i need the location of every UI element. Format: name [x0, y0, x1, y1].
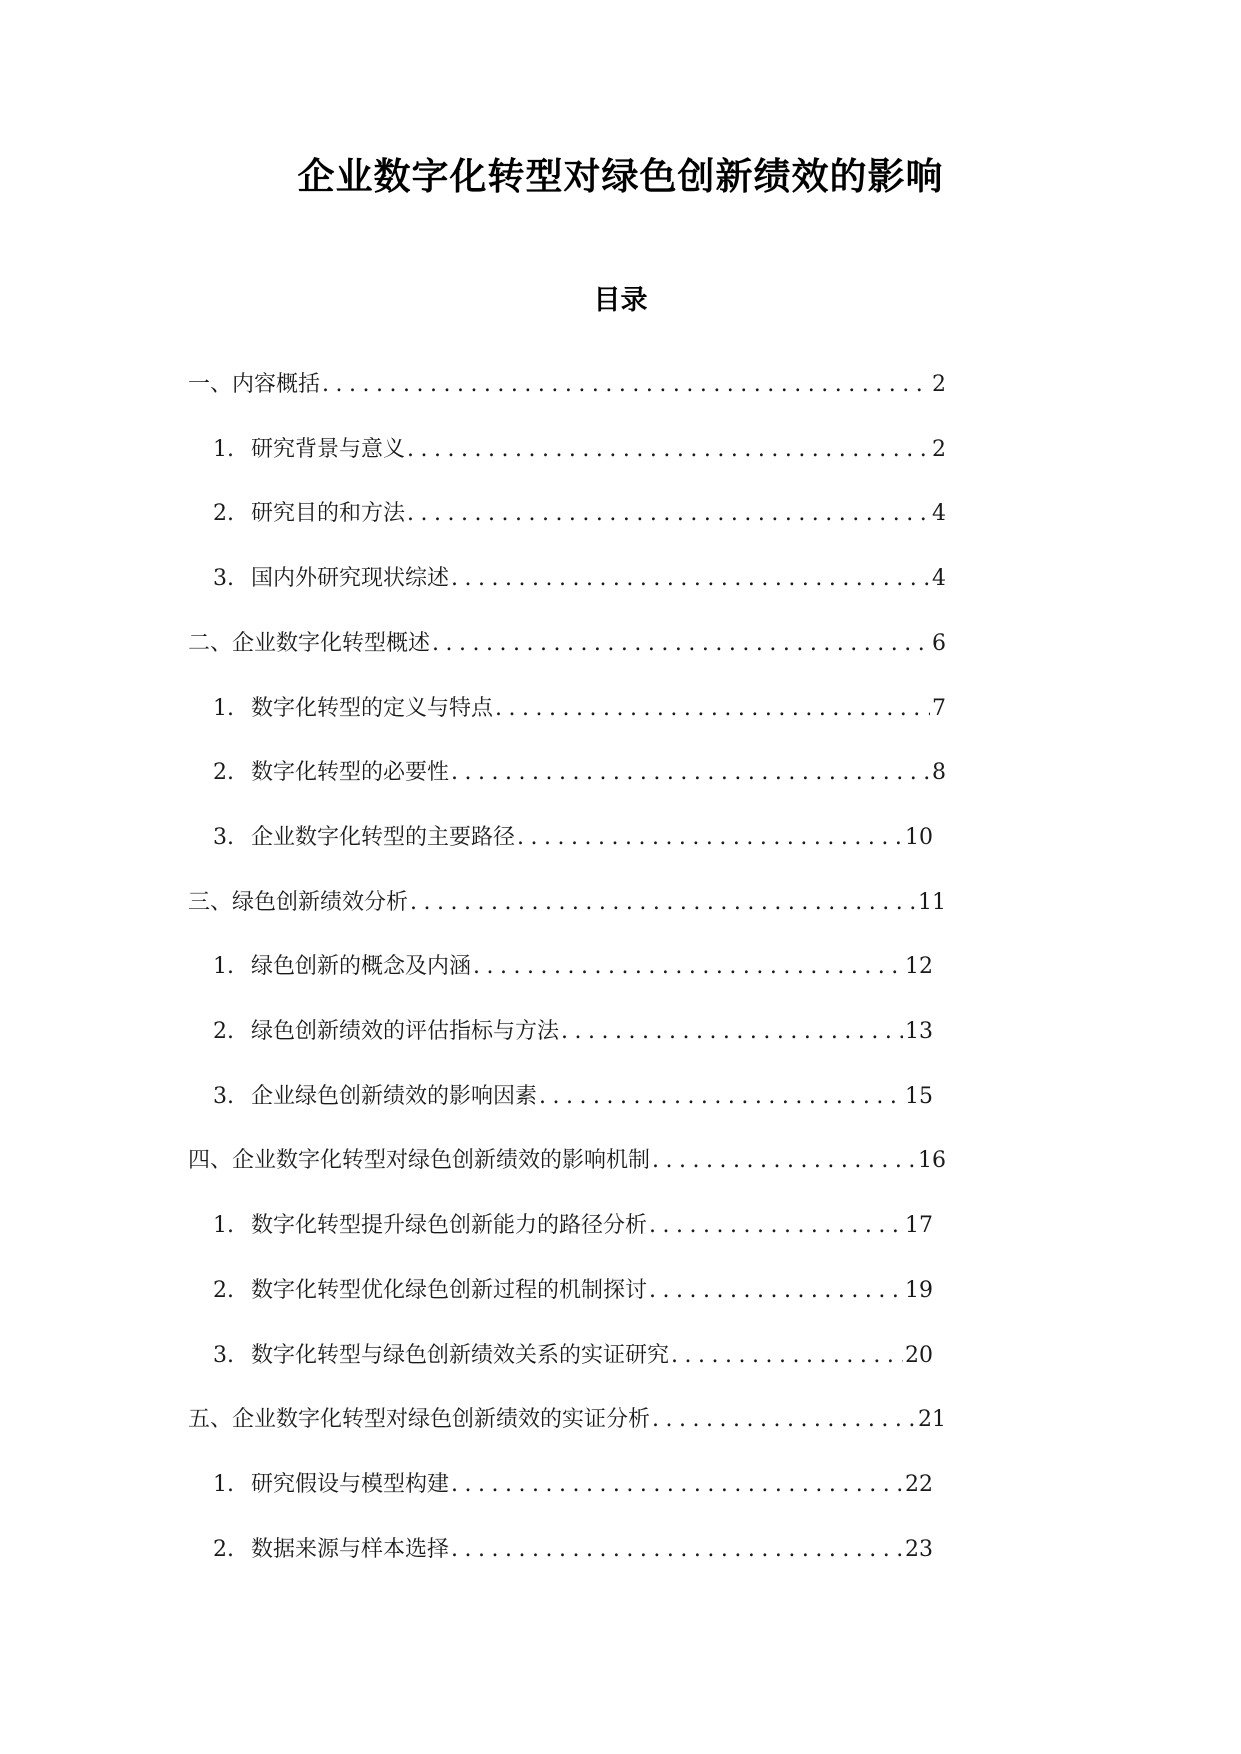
toc-entry-text: 研究目的和方法 — [251, 501, 406, 526]
toc-entry-number: 2. — [213, 1278, 234, 1303]
toc-entry[interactable] — [213, 562, 946, 596]
toc-entry-number: 3. — [213, 825, 234, 850]
toc-entry[interactable] — [213, 821, 933, 855]
toc-page-number: 2 — [932, 372, 946, 397]
toc-entry-text: 数字化转型的定义与特点 — [251, 696, 494, 721]
toc-entry[interactable] — [213, 1209, 933, 1243]
toc-entry-text: 数字化转型的必要性 — [251, 760, 450, 785]
toc-entry-text: 五、企业数字化转型对绿色创新绩效的实证分析 — [188, 1407, 651, 1432]
toc-entry-number: 1. — [213, 696, 234, 721]
toc-entry-text: 绿色创新的概念及内涵 — [251, 954, 472, 979]
toc-entry[interactable] — [213, 692, 946, 726]
toc-page-number: 19 — [905, 1278, 933, 1303]
toc-entry[interactable] — [213, 433, 946, 467]
toc-entry[interactable] — [213, 1080, 933, 1114]
toc-page-number: 21 — [918, 1407, 946, 1432]
toc-entry[interactable] — [188, 368, 946, 402]
toc-dot-leader — [451, 756, 930, 790]
toc-entry[interactable] — [188, 1403, 946, 1437]
toc-entry-number: 2. — [213, 501, 234, 526]
toc-page-number: 6 — [932, 631, 946, 656]
toc-dot-leader — [322, 368, 930, 402]
toc-page-number: 4 — [932, 501, 946, 526]
toc-page-number: 15 — [905, 1084, 933, 1109]
toc-entry-number: 1. — [213, 437, 234, 462]
toc-dot-leader — [539, 1080, 903, 1114]
document-title: 企业数字化转型对绿色创新绩效的影响 — [297, 154, 944, 198]
toc-entry-text: 企业绿色创新绩效的影响因素 — [251, 1084, 538, 1109]
toc-entry[interactable] — [213, 1339, 933, 1373]
toc-entry-number: 2. — [213, 1019, 234, 1044]
toc-entry[interactable] — [213, 1468, 933, 1502]
toc-entry-text: 研究背景与意义 — [251, 437, 406, 462]
toc-page-number: 16 — [918, 1148, 946, 1173]
toc-dot-leader — [517, 821, 903, 855]
toc-dot-leader — [649, 1209, 903, 1243]
toc-page-number: 23 — [905, 1537, 933, 1562]
toc-page-number: 12 — [905, 954, 933, 979]
toc-entry[interactable] — [213, 1015, 933, 1049]
toc-heading: 目录 — [593, 285, 648, 316]
toc-page-number: 20 — [905, 1343, 933, 1368]
toc-entry-text: 研究假设与模型构建 — [251, 1472, 450, 1497]
toc-page-number: 10 — [905, 825, 933, 850]
toc-entry-text: 数字化转型优化绿色创新过程的机制探讨 — [251, 1278, 648, 1303]
toc-entry-number: 3. — [213, 1343, 234, 1368]
toc-dot-leader — [652, 1144, 916, 1178]
toc-entry[interactable] — [188, 1144, 946, 1178]
toc-dot-leader — [432, 627, 930, 661]
toc-entry-number: 1. — [213, 954, 234, 979]
toc-entry-text: 数字化转型提升绿色创新能力的路径分析 — [251, 1213, 648, 1238]
toc-dot-leader — [473, 950, 903, 984]
toc-entry-text: 四、企业数字化转型对绿色创新绩效的影响机制 — [188, 1148, 651, 1173]
toc-dot-leader — [561, 1015, 903, 1049]
toc-entry-text: 企业数字化转型的主要路径 — [251, 825, 516, 850]
toc-page-number: 11 — [918, 890, 946, 915]
toc-entry-text: 一、内容概括 — [188, 372, 321, 397]
toc-entry-number: 1. — [213, 1213, 234, 1238]
toc-dot-leader — [495, 692, 930, 726]
toc-entry[interactable] — [213, 950, 933, 984]
toc-page-number: 2 — [932, 437, 946, 462]
toc-entry-text: 国内外研究现状综述 — [251, 566, 450, 591]
toc-entry-number: 2. — [213, 1537, 234, 1562]
toc-entry-text: 绿色创新绩效的评估指标与方法 — [251, 1019, 560, 1044]
toc-page-number: 7 — [932, 696, 946, 721]
toc-entry[interactable] — [213, 756, 946, 790]
toc-dot-leader — [652, 1403, 916, 1437]
toc-page-number: 17 — [905, 1213, 933, 1238]
toc-dot-leader — [649, 1274, 903, 1308]
toc-dot-leader — [410, 886, 916, 920]
toc-dot-leader — [451, 1468, 903, 1502]
toc-entry-text: 二、企业数字化转型概述 — [188, 631, 431, 656]
toc-entry[interactable] — [213, 1274, 933, 1308]
toc-entry[interactable] — [213, 1533, 933, 1567]
toc-entry-text: 三、绿色创新绩效分析 — [188, 890, 409, 915]
toc-page-number: 13 — [905, 1019, 933, 1044]
toc-dot-leader — [407, 497, 930, 531]
toc-dot-leader — [451, 1533, 903, 1567]
toc-page-number: 22 — [905, 1472, 933, 1497]
toc-dot-leader — [671, 1339, 903, 1373]
toc-entry-number: 3. — [213, 1084, 234, 1109]
toc-dot-leader — [407, 433, 930, 467]
toc-entry[interactable] — [188, 627, 946, 661]
toc-dot-leader — [451, 562, 930, 596]
toc-entry-number: 2. — [213, 760, 234, 785]
toc-page-number: 4 — [932, 566, 946, 591]
toc-entry[interactable] — [213, 497, 946, 531]
toc-entry-text: 数据来源与样本选择 — [251, 1537, 450, 1562]
toc-entry-number: 3. — [213, 566, 234, 591]
toc-page-number: 8 — [932, 760, 946, 785]
toc-entry-number: 1. — [213, 1472, 234, 1497]
toc-entry[interactable] — [188, 886, 946, 920]
toc-entry-text: 数字化转型与绿色创新绩效关系的实证研究 — [251, 1343, 670, 1368]
